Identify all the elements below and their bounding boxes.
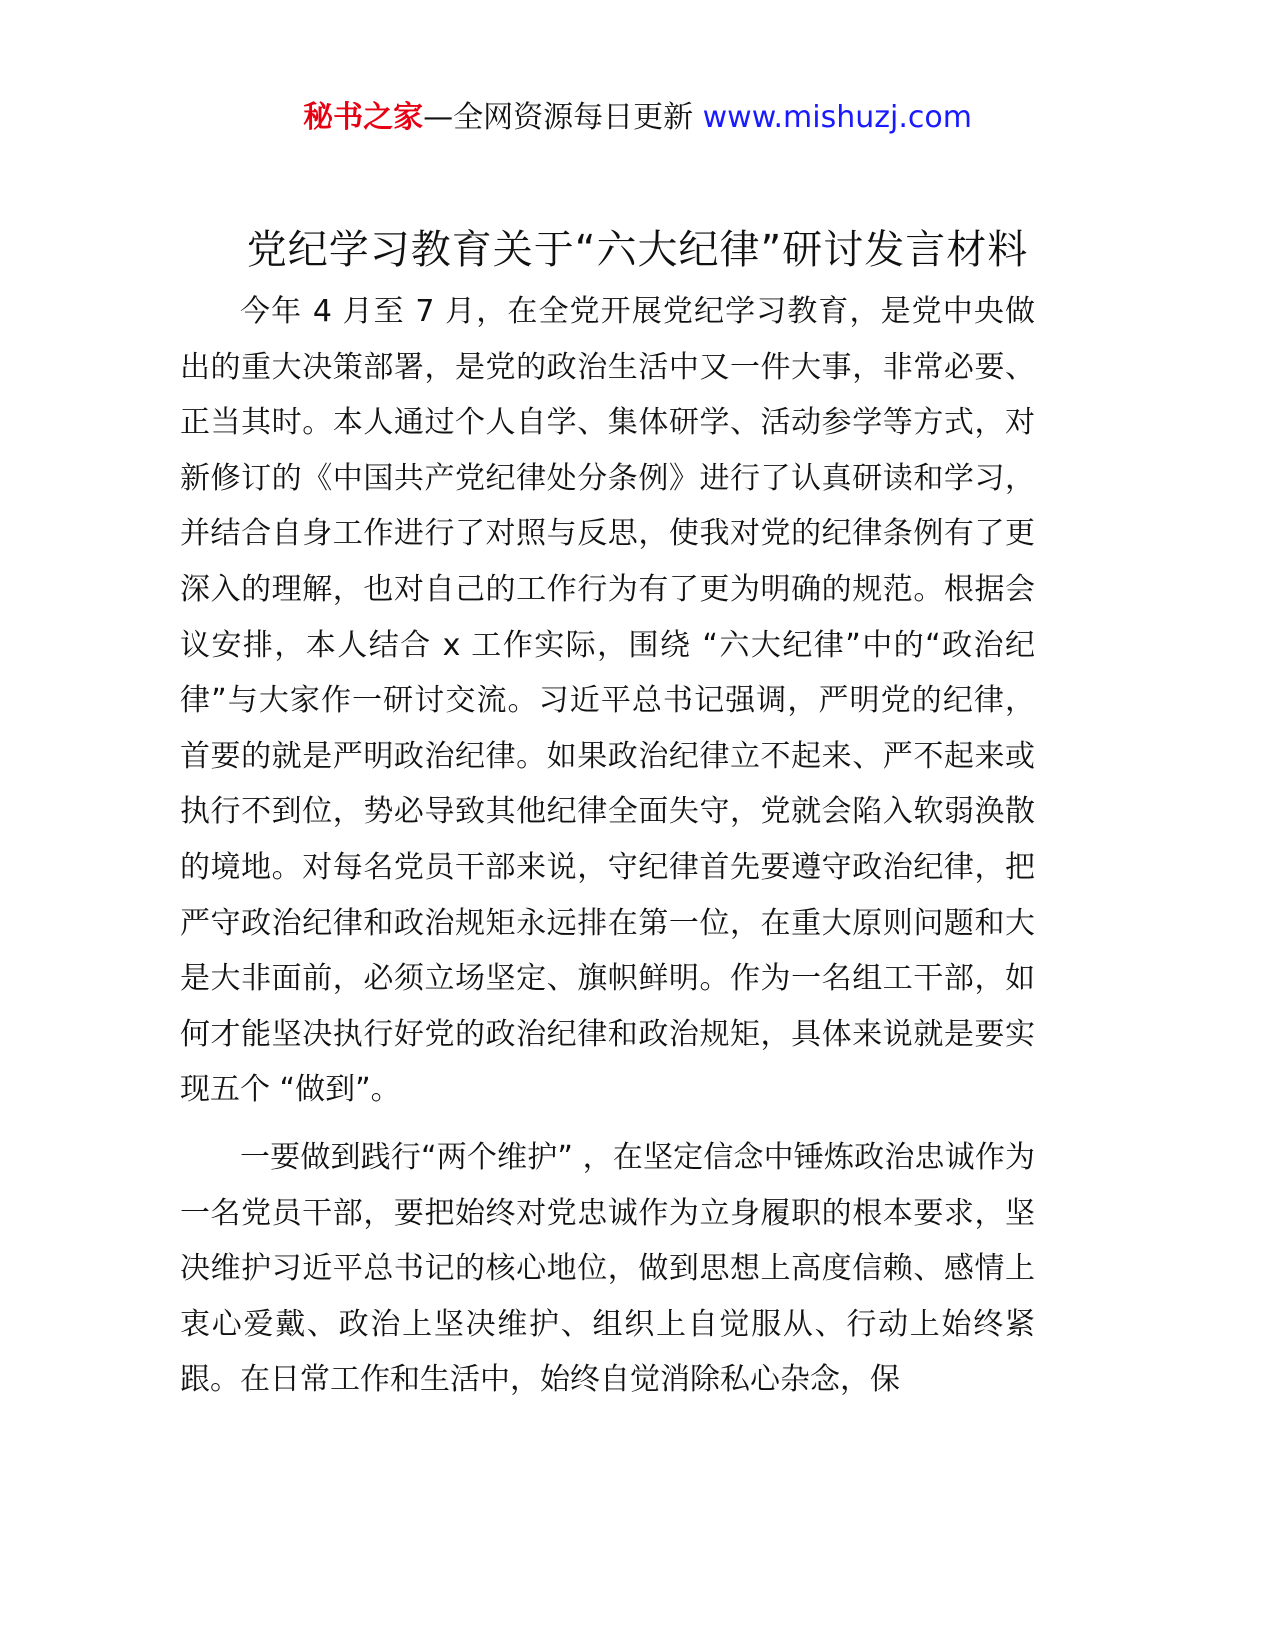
site-url-link[interactable]: www.mishuzj.com xyxy=(702,100,972,135)
site-brand: 秘书之家 xyxy=(303,100,424,135)
site-header xyxy=(0,98,1275,138)
document-title: 党纪学习教育关于“六大纪律”研讨发言材料 xyxy=(246,227,1029,273)
paragraph-intro: 今年 4 月至 7 月，在全党开展党纪学习教育，是党中央做出的重大决策部署，是党的政治生活中又一件大事，非常必要、正当其时。本人通过个人自学、集体研学、活动参学等方式，对新修订的《中国共产党纪律处分条例》进行了认真研读和学习，并结合自身工作进行了对照与反思，使我对党的纪律条例有了更深入的理解，也对自己的工作行为有了更为明确的规范。根据会议安排，本人结合 x 工作实际，围绕 “六大纪律”中的“政治纪律”与大家作一研讨交流。习近平总书记强调，严明党的纪律，首要的就是严明政治纪律。如果政治纪律立不起来、严不起来或执行不到位，势必导致其他纪律全面失守，党就会陷入软弱涣散的境地。对每名党员干部来说，守纪律首先要遵守政治纪律，把严守政治纪律和政治规矩永远排在第一位，在重大原则问题和大是大非面前，必须立场坚定、旗帜鲜明。作为一名组工干部，如何才能坚决执行好党的政治纪律和政治规矩，具体来说就是要实现五个 “做到”。 xyxy=(180,294,1035,1108)
document-body xyxy=(180,284,1035,1408)
paragraph-point-one: 一要做到践行“两个维护” ，在坚定信念中锤炼政治忠诚作为一名党员干部，要把始终对党忠诚作为立身履职的根本要求，坚决维护习近平总书记的核心地位，做到思想上高度信赖、感情上衷心爱戴、政治上坚决维护、组织上自觉服从、行动上始终紧跟。在日常工作和生活中，始终自觉消除私心杂念，保 xyxy=(180,1139,1035,1398)
site-slogan: —全网资源每日更新 xyxy=(423,100,694,135)
